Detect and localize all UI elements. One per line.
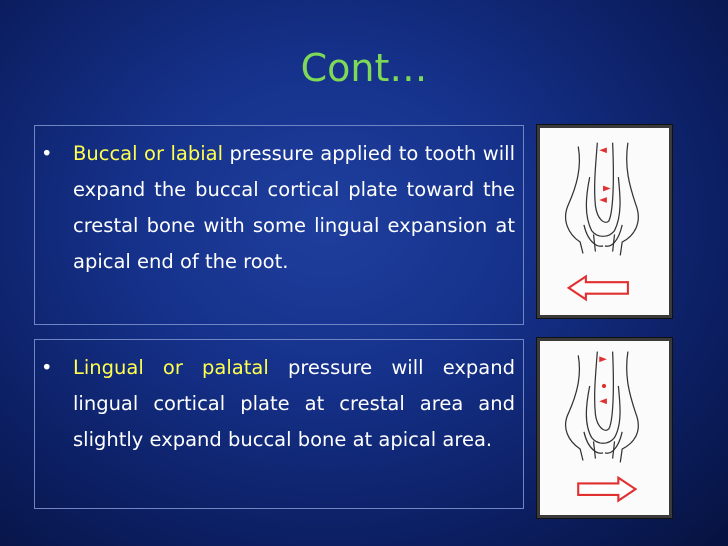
tooth-diagram-buccal xyxy=(537,125,672,318)
highlight-text: Lingual or palatal xyxy=(73,356,269,379)
bullet-box-buccal xyxy=(34,125,524,325)
body-text: pressure applied to tooth will expand the buccal cortical plate toward the crestal bone with some lingual expansion at apical end of the root. xyxy=(73,142,516,273)
bullet-marker: • xyxy=(41,356,53,379)
tooth-diagram-lingual xyxy=(537,338,672,518)
arrow-right-icon xyxy=(578,478,635,501)
arrow-left-icon xyxy=(569,276,628,299)
bullet-item-buccal xyxy=(41,136,515,280)
bullet-box-lingual xyxy=(34,339,524,509)
bullet-marker: • xyxy=(41,142,53,165)
highlight-text: Buccal or labial xyxy=(73,142,224,165)
tooth-buccal-illustration xyxy=(540,128,669,315)
bullet-item-lingual xyxy=(41,350,515,458)
slide-title: Cont… xyxy=(300,46,428,90)
body-text: pressure will expand lingual cortical plate at crestal area and slightly expand buccal bone at apical area. xyxy=(73,356,515,451)
tooth-lingual-illustration xyxy=(540,341,669,515)
